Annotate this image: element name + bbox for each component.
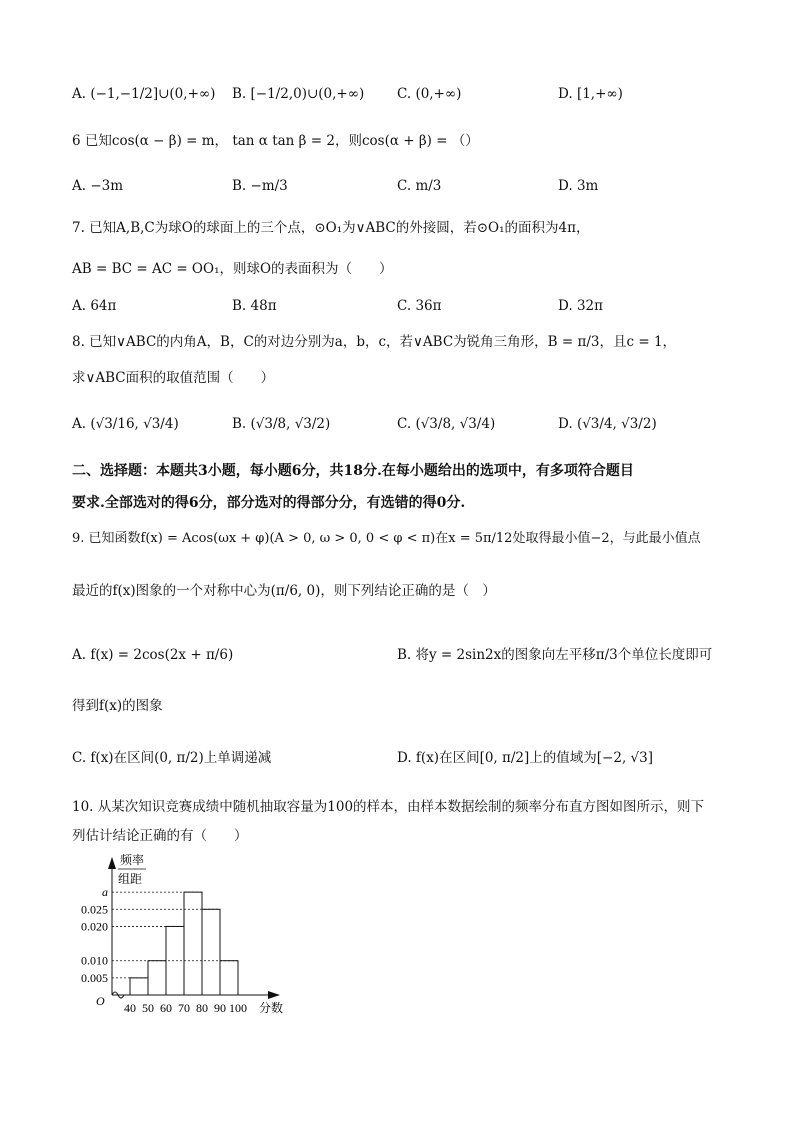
x-tick-label: 80 [196,1001,208,1015]
y-tick-label: 0.025 [81,902,108,917]
y-axis-arrow [108,857,116,869]
y-tick-label: a [102,885,108,900]
y-tick-label: 0.020 [81,919,108,934]
q6-option-b: B. −m/3 [232,178,288,194]
x-tick-label: 50 [142,1001,154,1015]
histogram-bar [202,909,220,995]
q9-option-d: D. f(x)在区间[0, π/2]上的值域为[−2, √3] [397,750,653,766]
x-tick-label: 60 [160,1001,172,1015]
q8-option-b: B. (√3/8, √3/2) [232,416,331,432]
q9-option-b-line1: B. 将y = 2sin2x的图象向左平移π/3个单位长度即可 [397,647,713,663]
q8-stem-line2: 求∨ABC面积的取值范围（ ） [72,370,275,386]
x-tick-label: 100 [229,1001,247,1015]
q10-stem-line1: 10. 从某次知识竞赛成绩中随机抽取容量为100的样本，由样本数据绘制的频率分布直方图如图所示，则下 [72,799,705,815]
q5-option-b: B. [−1/2,0)∪(0,+∞) [232,86,365,102]
q7-option-d: D. 32π [558,298,603,314]
q9-stem-line1: 9. 已知函数f(x) = Acos(ωx + φ)(A > 0, ω > 0, 0 < φ < π)在x = 5π/12处取得最小值−2，与此最小值点 [72,531,701,546]
section2-heading-line2: 要求.全部选对的得6分，部分选对的得部分分，有选错的得0分. [72,495,466,511]
q9-option-c: C. f(x)在区间(0, π/2)上单调递减 [72,750,272,766]
q7-option-a: A. 64π [72,298,117,314]
q10-stem-line2: 列估计结论正确的有（ ） [72,828,248,844]
x-axis-arrow [268,991,280,999]
x-tick-label: 40 [124,1001,136,1015]
histogram-bar [130,978,148,995]
ylabel-top: 频率 [120,853,145,867]
frequency-histogram [60,845,320,1025]
histogram-bar [148,961,166,995]
histogram-bar [220,961,238,995]
q8-option-d: D. (√3/4, √3/2) [558,416,657,432]
section2-heading-line1: 二、选择题：本题共3小题，每小题6分，共18分.在每小题给出的选项中，有多项符合题目 [72,463,634,479]
ylabel-bottom: 组距 [118,872,143,886]
q8-option-c: C. (√3/8, √3/4) [397,416,496,432]
x-tick-label: 70 [178,1001,190,1015]
q6-option-c: C. m/3 [397,178,442,194]
q5-option-a: A. (−1,−1/2]∪(0,+∞) [72,86,216,102]
q5-option-d: D. [1,+∞) [558,86,623,102]
y-tick-label: 0.010 [81,953,108,968]
q8-option-a: A. (√3/16, √3/4) [72,416,179,432]
q6-stem: 6 已知cos(α − β) = m， tan α tan β = 2，则cos(α + β) = （） [72,133,479,149]
q9-option-b-line2: 得到f(x)的图象 [72,698,163,714]
q5-option-c: C. (0,+∞) [397,86,462,102]
q7-stem-line2: AB = BC = AC = OO₁，则球O的表面积为（ ） [72,261,393,277]
q6-option-a: A. −3m [72,178,124,194]
origin-label: O [96,994,105,1008]
q7-option-b: B. 48π [232,298,277,314]
q6-option-d: D. 3m [558,178,599,194]
q7-stem-line1: 7. 已知A,B,C为球O的球面上的三个点，⊙O₁为∨ABC的外接圆，若⊙O₁的面积为4π， [72,220,590,236]
y-tick-label: 0.005 [81,970,108,985]
q9-option-a: A. f(x) = 2cos(2x + π/6) [72,647,234,663]
xlabel: 分数 [259,1001,284,1015]
q9-stem-line2: 最近的f(x)图象的一个对称中心为(π/6, 0)，则下列结论正确的是（ ） [72,583,496,599]
histogram-bar [184,892,202,995]
q8-stem-line1: 8. 已知∨ABC的内角A，B，C的对边分别为a，b，c，若∨ABC为锐角三角形，B = π/3，且c = 1， [72,334,677,350]
x-tick-label: 90 [214,1001,226,1015]
q7-option-c: C. 36π [397,298,442,314]
